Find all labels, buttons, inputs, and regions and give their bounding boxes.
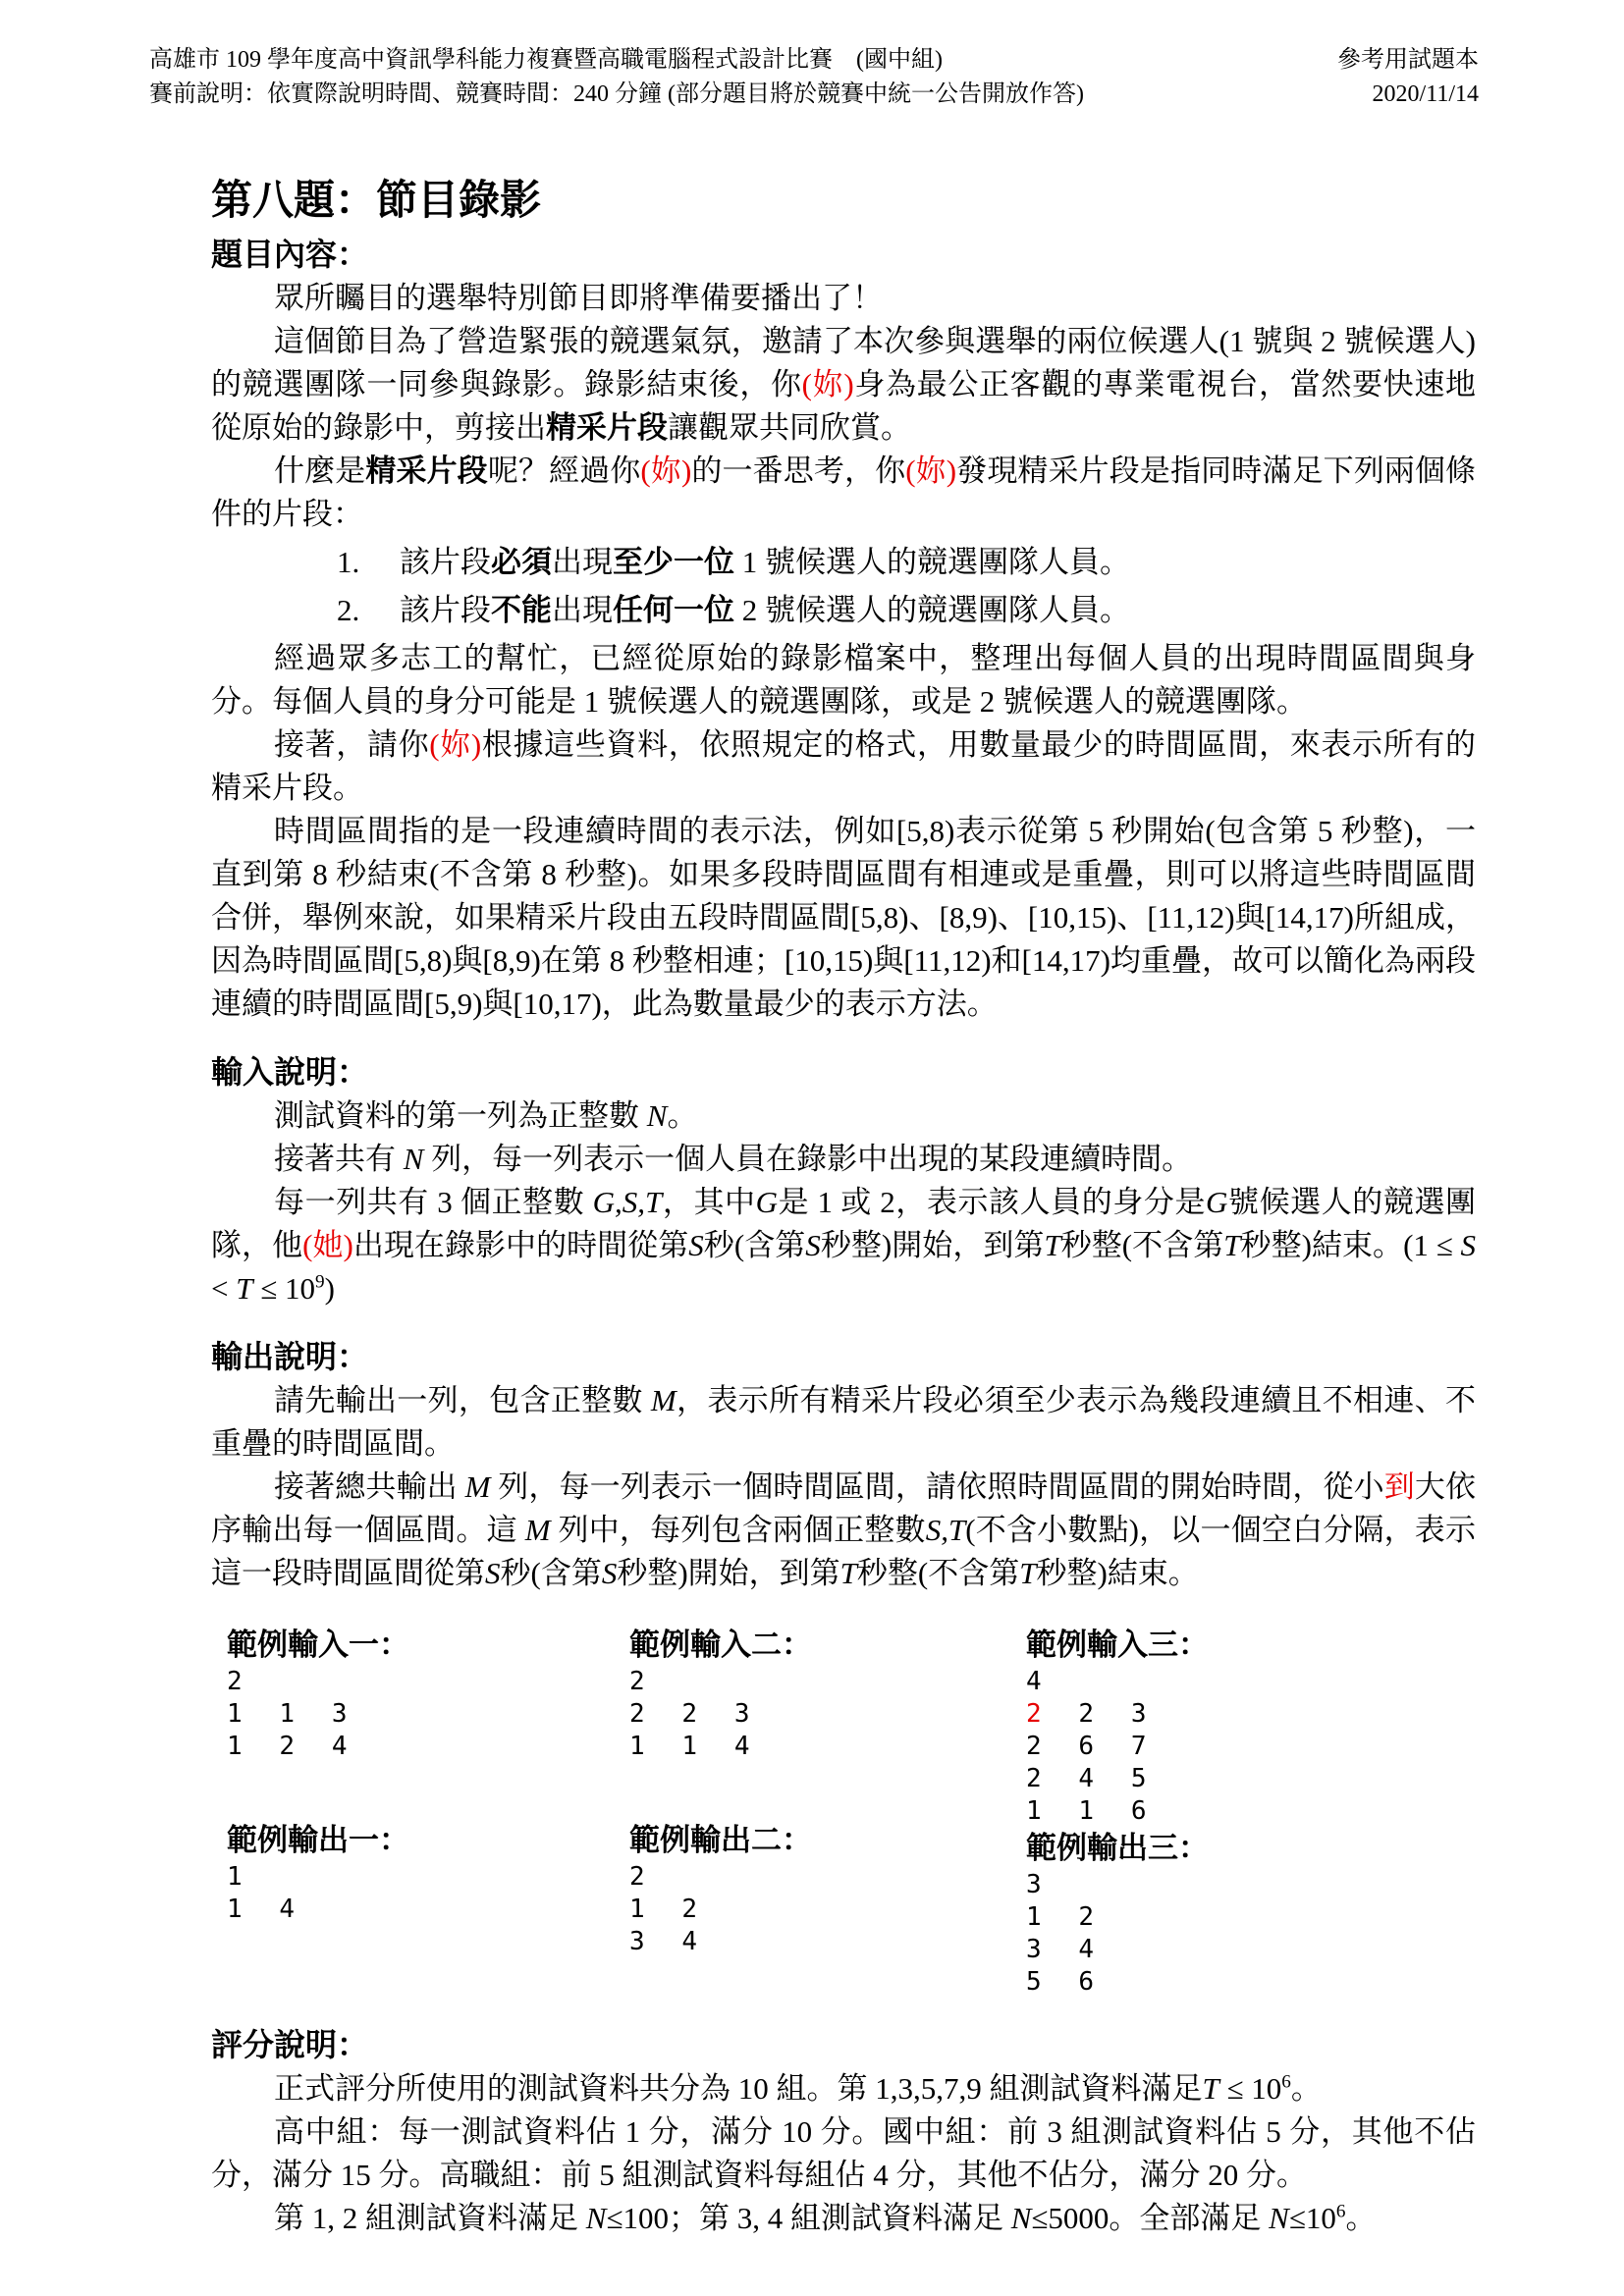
code-line: 5 6 [1026, 1967, 1095, 1997]
code-line: 2 2 3 [629, 1699, 750, 1729]
code-line: 2 [227, 1667, 243, 1696]
paragraph: 接著總共輸出 M 列，每一列表示一個時間區間，請依照時間區間的開始時間，從小到大依序輸出每一個區間。這 M 列中，每列包含兩個正整數S,T(不含小數點)，以一個空白分隔，表示這一段時間區間從第S秒(含第S秒整)開始，到第T秒整(不含第T秒整)結束。 [211, 1469, 1477, 1590]
code-line: 3 4 [1026, 1935, 1095, 1964]
paragraph: 正式評分所使用的測試資料共分為 10 組。第 1,3,5,7,9 組測試資料滿足$T \le 10^6$。 [274, 2071, 1322, 2106]
header-competition-title: 高雄市 109 學年度高中資訊學科能力複賽暨高職電腦程式設計比賽 (國中組) [149, 47, 943, 73]
example-input-2-lines [629, 1666, 1026, 1763]
paragraph: 這個節目為了營造緊張的競選氣氛，邀請了本次參與選舉的兩位候選人(1 號與 2 號候選人)的競選團隊一同參與錄影。錄影結束後，你(妳)身為最公正客觀的專業電視台，當然要快速地從原始的錄影中，剪接出精采片段讓觀眾共同欣賞。 [211, 324, 1476, 445]
list-item [337, 541, 1476, 584]
list-item-text: 該片段不能出現任何一位 2 號候選人的競選團隊人員。 [400, 593, 1130, 627]
paragraph: 什麼是精采片段呢？經過你(妳)的一番思考，你(妳)發現精采片段是指同時滿足下列兩個條件的片段： [211, 454, 1477, 531]
document-content [211, 175, 1476, 2240]
paragraph: 請先輸出一列，包含正整數 M，表示所有精采片段必須至少表示為幾段連續且不相連、不重疊的時間區間。 [211, 1383, 1476, 1461]
code-line: 2 [629, 1667, 645, 1696]
list-marker: 2. [337, 593, 360, 627]
paragraph: 測試資料的第一列為正整數 N。 [274, 1098, 698, 1133]
paragraph: 時間區間指的是一段連續時間的表示法，例如[5,8)表示從第 5 秒開始(包含第 5 秒整)，一直到第 8 秒結束(不含第 8 秒整)。如果多段時間區間有相連或是重疊，則可以將這些時間區間合併，舉例來說，如果精采片段由五段時間區間[5,8)、[8,9)、[10,15)、[11,12)與[14,17)所組成，因為時間區間[5,8)與[8,9)在第 8 秒整相連；[10,15)與[11,12)和[14,17)均重疊，故可以簡化為兩段連續的時間區間[5,9)與[10,17)，此為數量最少的表示方法。 [211, 814, 1476, 1021]
examples-section [211, 1625, 1476, 1999]
list-item [337, 589, 1476, 632]
example-output-1 [227, 1820, 629, 1926]
code-line: 2 [629, 1862, 645, 1892]
code-line: 1 1 3 [227, 1699, 348, 1729]
code-line: 3 4 [629, 1927, 698, 1956]
section-heading-statement: 題目內容： [211, 237, 369, 272]
example-output-3 [1026, 1828, 1476, 1999]
page-header [149, 43, 1479, 112]
section-heading-scoring: 評分說明： [211, 2027, 369, 2062]
paragraph: 第 1, 2 組測試資料滿足 N≤100；第 3, 4 組測試資料滿足 N≤5000。全部滿足 $N\le 10^6$。 [274, 2201, 1377, 2235]
paragraph: 接著，請你(妳)根據這些資料，依照規定的格式，用數量最少的時間區間，來表示所有的精采片段。 [211, 727, 1476, 805]
example-output-2-title: 範例輸出二： [629, 1823, 812, 1857]
paragraph: 每一列共有 3 個正整數 G,S,T，其中G是 1 或 2，表示該人員的身分是G號候選人的競選團隊，他(她)出現在錄影中的時間從第S秒(含第S秒整)開始，到第T秒整(不含第T秒整)結束。$(1 \le S < T \le 10^9)$ [211, 1185, 1477, 1306]
example-output-1-title: 範例輸出一： [227, 1823, 409, 1857]
paragraph: 接著共有 N 列，每一列表示一個人員在錄影中出現的某段連續時間。 [274, 1142, 1193, 1176]
paragraph: 高中組：每一測試資料佔 1 分，滿分 10 分。國中組：前 3 組測試資料佔 5 分，其他不佔分，滿分 15 分。高職組：前 5 組測試資料每組佔 4 分，其他不佔分，滿分 20 分。 [211, 2114, 1476, 2192]
paragraph: 經過眾多志工的幫忙，已經從原始的錄影檔案中，整理出每個人員的出現時間區間與身分。每個人員的身分可能是 1 號候選人的競選團隊，或是 2 號候選人的競選團隊。 [211, 641, 1476, 719]
header-pre-contest-note: 賽前說明：依實際說明時間、競賽時間：240 分鐘 (部分題目將於競賽中統一公告開放作答) [149, 81, 1084, 107]
example-input-2-title: 範例輸入二： [629, 1628, 812, 1662]
code-line: 1 2 4 [227, 1732, 348, 1761]
header-date: 2020/11/14 [1372, 81, 1479, 107]
example-output-2 [629, 1820, 1026, 1958]
code-line: 1 2 [1026, 1902, 1095, 1932]
code-line: 1 1 4 [629, 1732, 750, 1761]
paragraph: 眾所矚目的選舉特別節目即將準備要播出了！ [274, 281, 883, 315]
header-row-2 [149, 78, 1479, 112]
example-column-1 [227, 1625, 629, 1999]
header-doc-type: 參考用試題本 [1337, 47, 1479, 73]
code-line: 2 6 7 [1026, 1732, 1147, 1761]
example-column-3 [1026, 1625, 1476, 1999]
example-input-3-lines [1026, 1666, 1476, 1828]
example-output-3-lines [1026, 1869, 1476, 1999]
section-heading-input: 輸入說明： [211, 1054, 369, 1090]
header-row-1 [149, 43, 1479, 78]
example-output-1-lines [227, 1861, 629, 1926]
list-item-text: 該片段必須出現至少一位 1 號候選人的競選團隊人員。 [400, 545, 1130, 579]
code-line: 4 [1026, 1667, 1042, 1696]
example-input-1-lines [227, 1666, 629, 1763]
example-input-1-title: 範例輸入一： [227, 1628, 409, 1662]
example-output-3-title: 範例輸出三： [1026, 1831, 1209, 1865]
example-column-2 [629, 1625, 1026, 1999]
code-line: 1 [227, 1862, 243, 1892]
code-line: 2 4 5 [1026, 1764, 1147, 1793]
example-input-1 [227, 1625, 629, 1763]
example-output-2-lines [629, 1861, 1026, 1958]
code-line: 1 1 6 [1026, 1796, 1147, 1826]
code-line: 3 [1026, 1870, 1042, 1899]
section-heading-output: 輸出說明： [211, 1339, 369, 1374]
code-line: 2 2 3 [1026, 1699, 1147, 1729]
example-input-3-title: 範例輸入三： [1026, 1628, 1209, 1662]
list-marker: 1. [337, 545, 360, 579]
code-line: 1 2 [629, 1895, 698, 1924]
problem-title: 第八題：節目錄影 [211, 179, 542, 224]
code-line: 1 4 [227, 1895, 296, 1924]
example-input-2 [629, 1625, 1026, 1763]
example-input-3 [1026, 1625, 1476, 1828]
